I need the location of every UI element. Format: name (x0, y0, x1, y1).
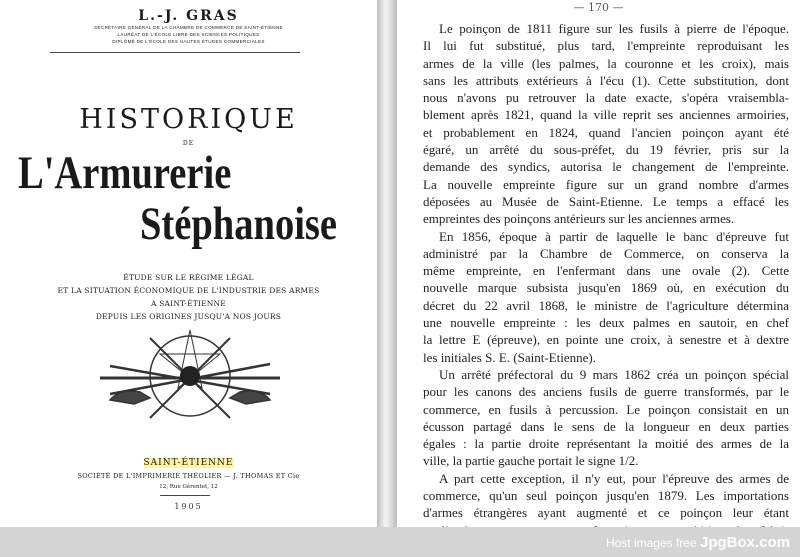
title-page (0, 0, 377, 527)
text-page (397, 0, 800, 527)
text-line: Le poinçon de 1811 figure sur les fusils à pierre de l'époque. (439, 21, 789, 36)
affiliation-line-2: LAURÉAT DE L'ÉCOLE LIBRE DES SCIENCES POLITIQUES (117, 32, 260, 37)
text-line: empreintes des poinçons antérieurs sur les anciennes armes. (423, 211, 735, 227)
text-line: En 1856, époque à partir de laquelle le banc d'épreuve fut (439, 228, 789, 244)
text-line: la lettre E (épreuve), en pointe une croix, à senestre et à dextre (423, 332, 789, 348)
footer-brand: JpgBox.com (699, 534, 790, 551)
text-line: commerce, qu'un seul poinçon jusqu'en 1879. Les importations (423, 488, 789, 504)
text-line: Un arrêté préfectoral du 9 mars 1862 créa un poinçon spécial (439, 366, 789, 382)
title-de: DE (182, 140, 195, 147)
text-line: déposées au Musée de Saint-Etienne. Le temps a effacé les (423, 193, 789, 209)
publication-city: SAINT-ÉTIENNE (143, 458, 234, 468)
subtitle-line-1: ÉTUDE SUR LE RÉGIME LÉGAL (123, 273, 254, 282)
author-name: L.-J. GRAS (138, 8, 239, 24)
text-line: décret du 22 avril 1868, le ministre de l'agriculture détermina (423, 297, 789, 313)
page-number: — 170 — (573, 1, 624, 14)
footer-prefix: Host images free (605, 536, 697, 550)
subtitle-line-3: A SAINT-ÉTIENNE (151, 299, 226, 308)
text-line: nous n'avons pu retrouver la date exacte, s'opéra vraisembla- (423, 90, 789, 106)
text-line: armes de la ville (les palmes, la couronne et les croix), mais (423, 55, 789, 71)
text-line: administré par la Chambre de Commerce, on conserva la (423, 245, 789, 261)
title-line-2: Stéphanoise (140, 198, 338, 250)
publication-year: 1905 (174, 502, 203, 511)
crossed-arms-emblem-icon (80, 318, 300, 428)
text-line: pour les canons des anciens fusils de guerre transformés, par le (423, 384, 789, 400)
text-line: nouvelle marque subsista jusqu'en 1869 où, en exécution du (423, 280, 789, 296)
title-historique: HISTORIQUE (79, 104, 298, 135)
affiliation-line-3: DIPLÔMÉ DE L'ÉCOLE DES HAUTES ÉTUDES COMMERCIALES (112, 39, 265, 44)
text-line: sans les attributs extérieurs à l'écu (1). Cette substitution, dont (423, 72, 789, 88)
text-line: ville, la partie gauche portait le signe 1/2. (423, 453, 639, 469)
text-line: une nouvelle empreinte : les deux palmes en sautoir, en chef (423, 315, 789, 331)
body-text (423, 20, 789, 539)
text-line: demande des syndics, autorisa le changement de l'empreinte. (423, 159, 789, 175)
text-line: commerce, en fusils à percussion. Le poinçon consistait en un (423, 401, 789, 417)
subtitle-line-2: ET LA SITUATION ÉCONOMIQUE DE L'INDUSTRIE DES ARMES (57, 286, 320, 295)
text-line: égaré, un arrêté du sous-préfet, du 19 février, pris sur la (423, 142, 789, 158)
text-line: d'armes étrangères ayant augmenté et ce poinçon leur étant (423, 505, 789, 521)
subtitle-line-4: DEPUIS LES ORIGINES JUSQU'A NOS JOURS (95, 312, 282, 321)
text-line: les initiales S. E. (Saint-Etienne). (423, 349, 596, 365)
text-line: Il lui fut substitué, plus tard, l'empreinte reproduisant les (423, 38, 789, 54)
publisher-line: SOCIÉTÉ DE L'IMPRIMERIE THÉOLIER — J. THOMAS ET Cie (77, 472, 300, 480)
text-line: blement après 1821, quand la ville reprit ses anciennes armoiries, (423, 107, 789, 123)
bottom-rule (160, 495, 210, 496)
affiliation-line-1: SECRÉTAIRE GÉNÉRAL DE LA CHAMBRE DE COMMERCE DE SAINT-ÉTIENNE (94, 25, 283, 30)
book-gutter (377, 0, 397, 527)
footer-bar (0, 527, 800, 557)
text-line: et probablement en 1824, quand l'ancien poinçon ayant été (423, 124, 789, 140)
publisher-address: 12, Rue Gérentet, 12 (159, 484, 218, 490)
footer-watermark[interactable] (606, 534, 790, 551)
top-rule (50, 52, 300, 53)
text-line: même empreinte, en l'enfermant dans une ovale (2). Cette (423, 263, 789, 279)
title-line-1: L'Armurerie (18, 147, 232, 199)
text-line: A part cette exception, il n'y eut, pour l'épreuve des armes de (439, 470, 789, 486)
text-line: égales : la partie droite représentant la moitié des armes de la (423, 436, 789, 452)
text-line: La nouvelle empreinte figure sur un grand nombre d'armes (423, 176, 789, 192)
text-line: écusson partagé dans le sens de la longueur en deux parties (423, 418, 789, 434)
